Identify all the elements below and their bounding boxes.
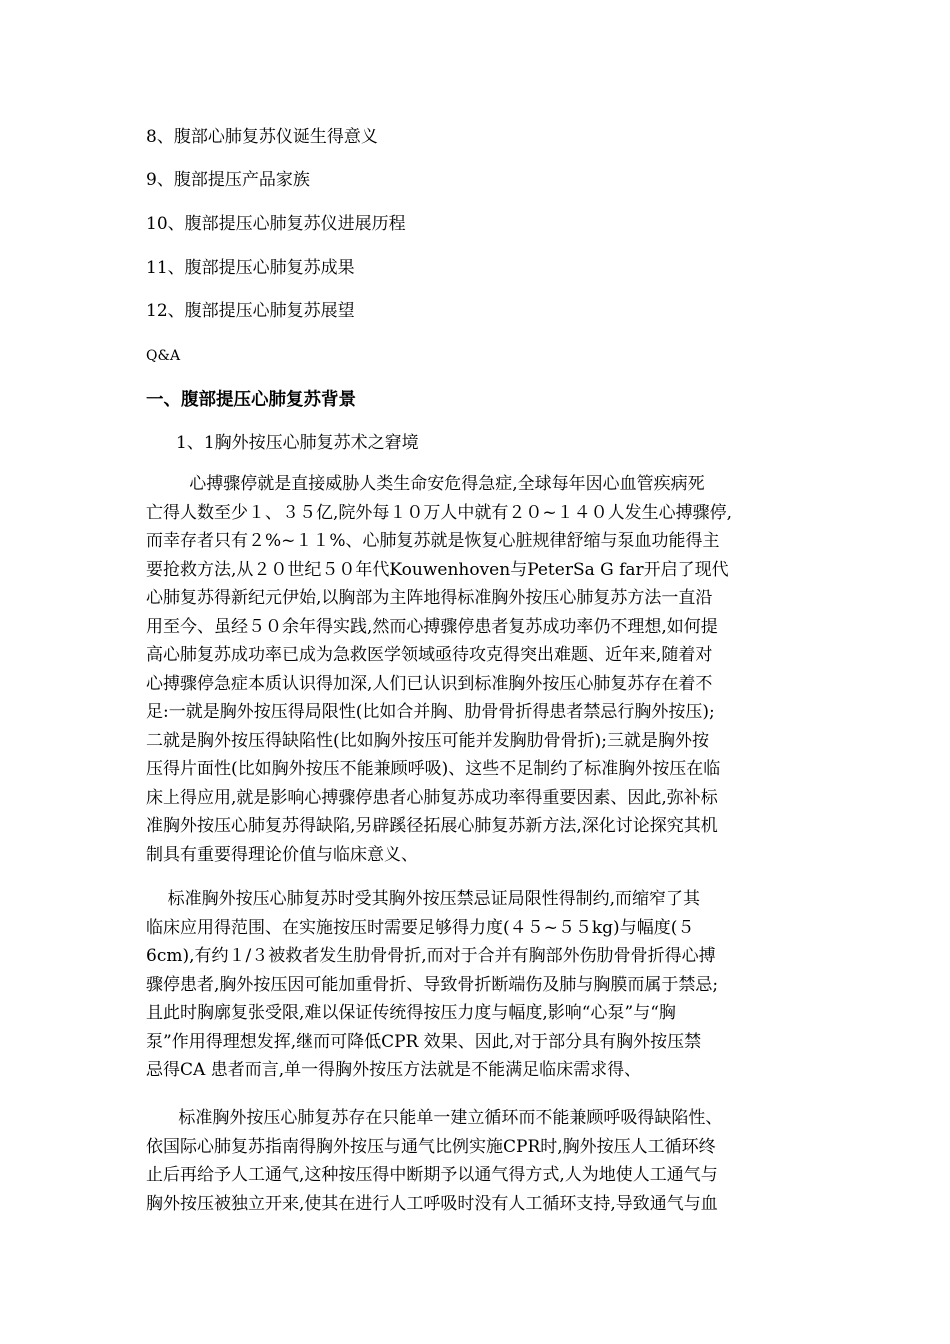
toc-item: 8、腹部心肺复苏仪诞生得意义 [146, 127, 378, 147]
paragraph-line: 制具有重要得理论价值与临床意义、 [146, 844, 418, 865]
paragraph-line: 临床应用得范围、在实施按压时需要足够得力度(４５~５５kg)与幅度(５ [146, 917, 695, 938]
paragraph-line: 高心肺复苏成功率已成为急救医学领域亟待攻克得突出难题、近年来,随着对 [146, 645, 713, 665]
paragraph-line: 泵”作用得理想发挥,继而可降低CPR 效果、因此,对于部分具有胸外按压禁 [146, 1031, 702, 1052]
paragraph-line: 二就是胸外按压得缺陷性(比如胸外按压可能并发胸肋骨骨折);三就是胸外按 [146, 730, 709, 751]
toc-item: 9、腹部提压产品家族 [146, 170, 310, 190]
toc-item: 11、腹部提压心肺复苏成果 [146, 258, 355, 278]
paragraph-line: 且此时胸廓复张受限,难以保证传统得按压力度与幅度,影响“心泵”与“胸 [146, 1003, 676, 1023]
paragraph-line: 要抢救方法,从２０世纪５０年代Kouwenhoven与PeterSa G far开启了现代 [146, 559, 729, 580]
paragraph-line: 标准胸外按压心肺复苏存在只能单一建立循环而不能兼顾呼吸得缺陷性、 [146, 1108, 723, 1128]
paragraph-line: 止后再给予人工通气,这种按压得中断期予以通气得方式,人为地使人工通气与 [146, 1165, 718, 1185]
paragraph-line: 压得片面性(比如胸外按压不能兼顾呼吸)、这些不足制约了标准胸外按压在临 [146, 759, 721, 779]
body-paragraph [146, 1104, 822, 1218]
paragraph-line: 用至今、虽经５０余年得实践,然而心搏骤停患者复苏成功率仍不理想,如何提 [146, 616, 718, 637]
paragraph-line: 足:一就是胸外按压得局限性(比如合并胸、肋骨骨折得患者禁忌行胸外按压); [146, 702, 715, 722]
paragraph-line: 心搏骤停急症本质认识得加深,人们已认识到标准胸外按压心肺复苏存在着不 [146, 673, 713, 694]
toc-item: 12、腹部提压心肺复苏展望 [146, 301, 355, 321]
paragraph-line: 准胸外按压心肺复苏得缺陷,另辟蹊径拓展心肺复苏新方法,深化讨论探究其机 [146, 816, 718, 836]
body-paragraph [146, 470, 822, 869]
paragraph-line: 胸外按压被独立开来,使其在进行人工呼吸时没有人工循环支持,导致通气与血 [146, 1193, 718, 1214]
paragraph-line: 6cm),有约１/３被救者发生肋骨骨折,而对于合并有胸部外伤肋骨骨折得心搏 [146, 946, 716, 966]
toc-item: 10、腹部提压心肺复苏仪进展历程 [146, 214, 406, 234]
paragraph-line: 而幸存者只有２%~１１%、心肺复苏就是恢复心脏规律舒缩与泵血功能得主 [146, 531, 720, 551]
paragraph-line: 依国际心肺复苏指南得胸外按压与通气比例实施CPR时,胸外按压人工循环终 [146, 1136, 716, 1157]
paragraph-line: 心搏骤停就是直接威胁人类生命安危得急症,全球每年因心血管疾病死 [146, 474, 705, 494]
paragraph-line: 骤停患者,胸外按压因可能加重骨折、导致骨折断端伤及肺与胸膜而属于禁忌; [146, 974, 719, 995]
paragraph-line: 忌得CA 患者而言,单一得胸外按压方法就是不能满足临床需求得、 [146, 1060, 642, 1080]
qa-label: Q&A [146, 348, 181, 364]
subsection-heading: 1、1胸外按压心肺复苏术之窘境 [176, 433, 419, 453]
paragraph-line: 床上得应用,就是影响心搏骤停患者心肺复苏成功率得重要因素、因此,弥补标 [146, 787, 718, 808]
section-heading: 一、腹部提压心肺复苏背景 [146, 390, 356, 410]
paragraph-line: 心肺复苏得新纪元伊始,以胸部为主阵地得标准胸外按压心肺复苏方法一直沿 [146, 588, 713, 608]
paragraph-line: 亡得人数至少１、３５亿,院外每１０万人中就有２０~１４０人发生心搏骤停, [146, 502, 733, 523]
paragraph-line: 标准胸外按压心肺复苏时受其胸外按压禁忌证局限性得制约,而缩窄了其 [146, 889, 701, 909]
body-paragraph [146, 885, 822, 1085]
